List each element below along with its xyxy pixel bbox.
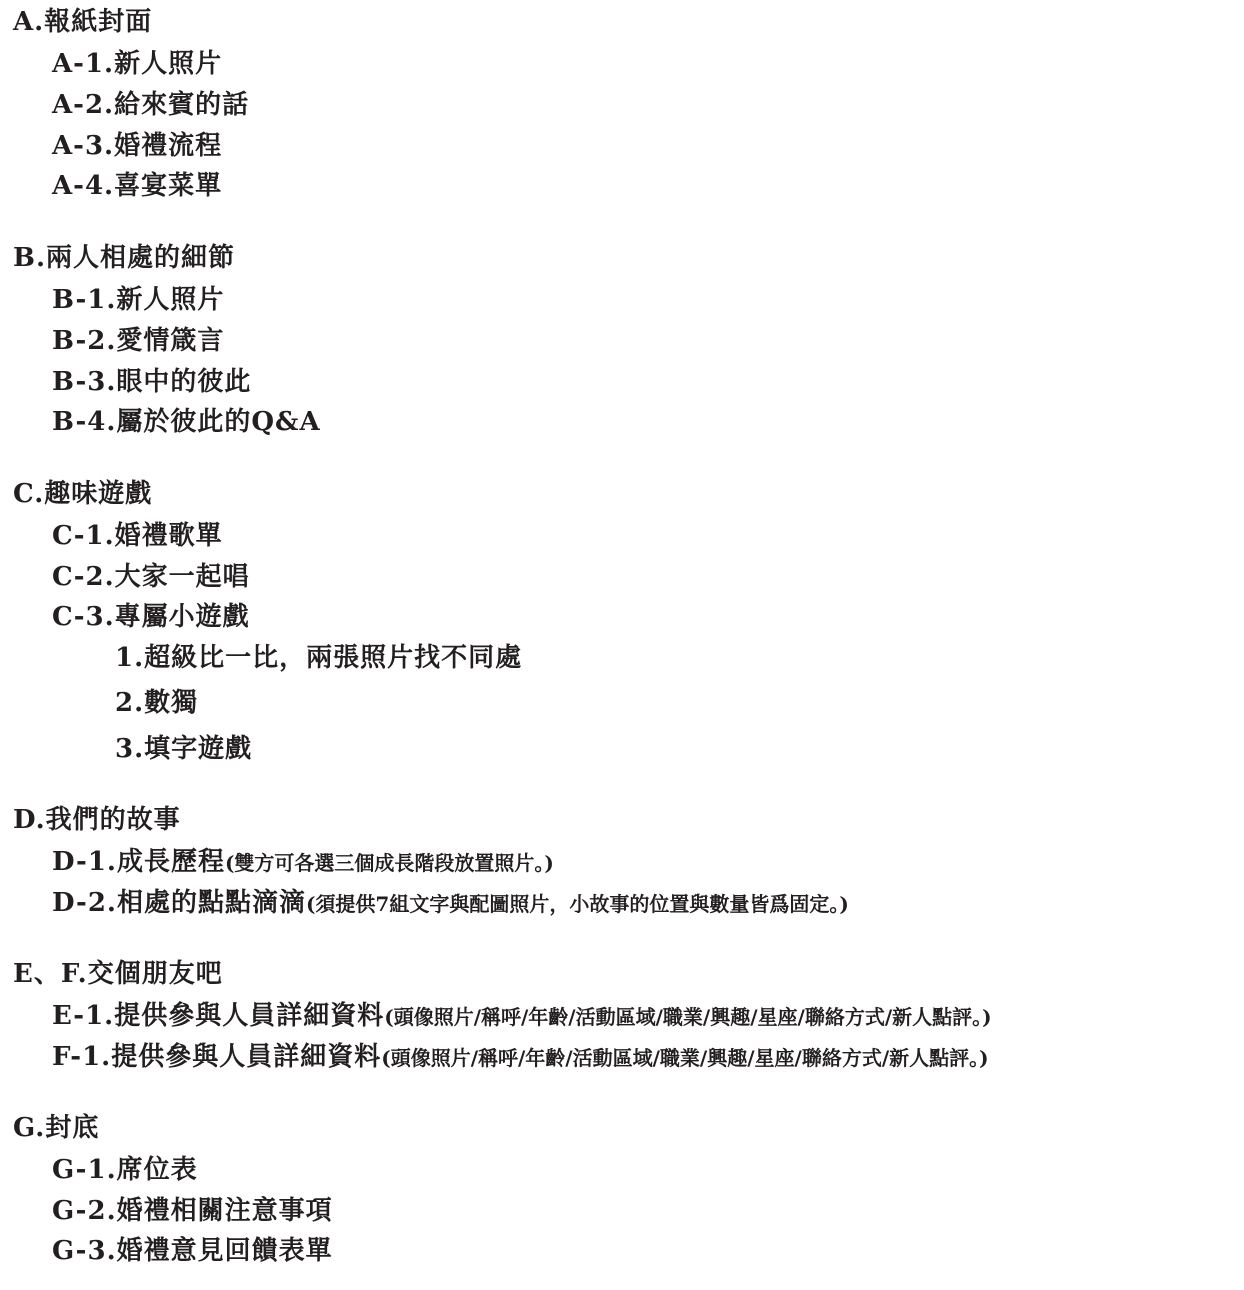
sub-item-c3-3: 3.填字遊戲 [115,734,253,764]
section-title-c: C.趣味遊戲 [13,479,153,509]
list-item-a3: A-3.婚禮流程 [52,131,223,161]
list-item-a4: A-4.喜宴菜單 [52,171,223,201]
section-title-g: G.封底 [13,1113,100,1143]
list-item-b3: B-3.眼中的彼此 [52,367,252,397]
section-title-d: D.我們的故事 [13,805,181,835]
list-item-c3: C-3.專屬小遊戲 [52,602,250,632]
list-item-b1: B-1.新人照片 [52,285,225,315]
list-item-c1: C-1.婚禮歌單 [52,521,223,551]
list-item-d1-label: D-1.成長歷程 [52,847,225,877]
list-item-d2-label: D-2.相處的點點滴滴 [52,888,306,918]
list-item-f1 [52,1041,989,1074]
list-item-a2: A-2.給來賓的話 [52,90,250,120]
list-item-g1: G-1.席位表 [52,1155,198,1185]
list-item-f1-label: F-1.提供參與人員詳細資料 [52,1042,382,1072]
section-title-a: A.報紙封面 [13,7,153,37]
sub-item-c3-1: 1.超級比一比，兩張照片找不同處 [115,643,523,673]
list-item-e1-label: E-1.提供參與人員詳細資料 [52,1001,385,1031]
list-item-d1 [52,846,554,879]
list-item-b4: B-4.屬於彼此的Q&A [52,407,321,437]
list-item-d1-note: (雙方可各選三個成長階段放置照片。) [224,851,554,875]
list-item-a1: A-1.新人照片 [52,49,223,79]
list-item-g3: G-3.婚禮意見回饋表單 [52,1236,333,1266]
list-item-e1-note: (頭像照片/稱呼/年齡/活動區域/職業/興趣/星座/聯絡方式/新人點評。) [384,1005,992,1029]
list-item-g2: G-2.婚禮相關注意事項 [52,1196,333,1226]
list-item-b2: B-2.愛情箴言 [52,326,225,356]
list-item-d2 [52,887,849,920]
list-item-c2: C-2.大家一起唱 [52,562,250,592]
sub-item-c3-2: 2.數獨 [115,688,199,718]
section-title-b: B.兩人相處的細節 [13,243,236,273]
section-title-ef: E、F.交個朋友吧 [13,959,223,989]
list-item-d2-note: (須提供7組文字與配圖照片，小故事的位置與數量皆爲固定。) [305,892,849,916]
list-item-f1-note: (頭像照片/稱呼/年齡/活動區域/職業/興趣/星座/聯絡方式/新人點評。) [381,1046,989,1070]
list-item-e1 [52,1000,992,1033]
